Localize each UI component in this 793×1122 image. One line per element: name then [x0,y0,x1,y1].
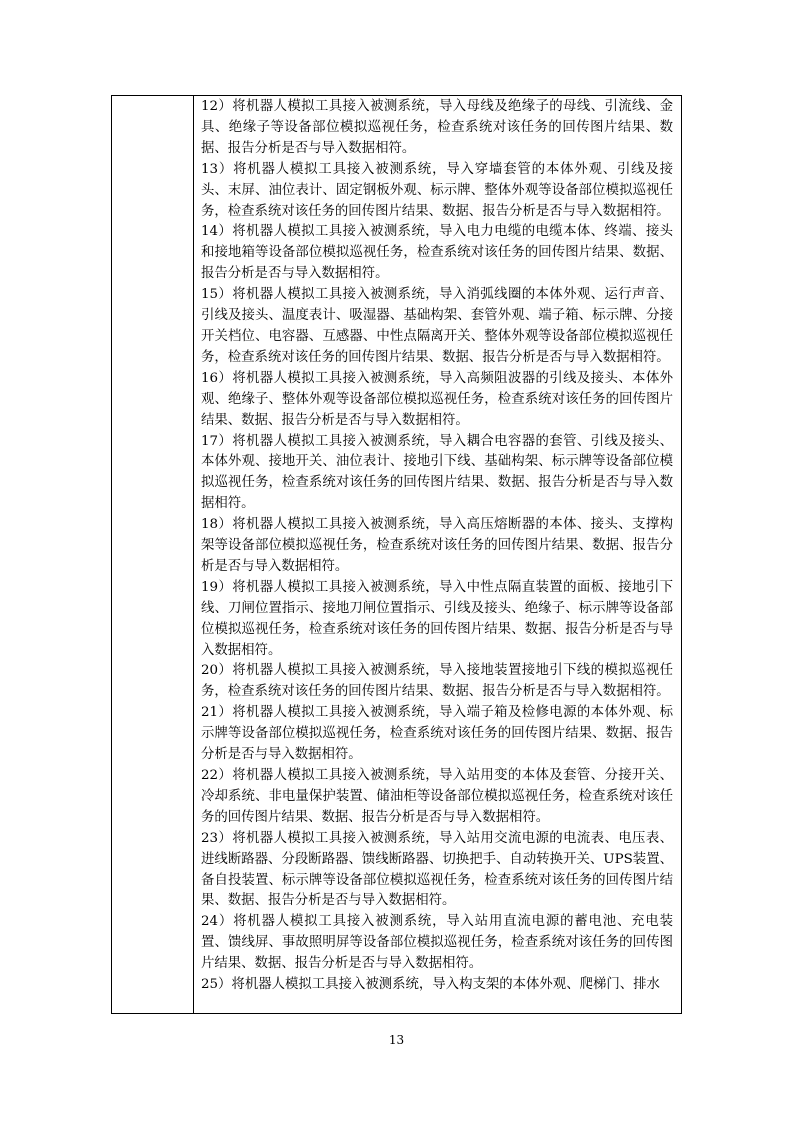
test-step-20: 20）将机器人模拟工具接入被测系统，导入接地装置接地引下线的模拟巡视任务，检查系统对该任务的回传图片结果、数据、报告分析是否与导入数据相符。 [201,663,673,700]
test-step-15: 15）将机器人模拟工具接入被测系统，导入消弧线圈的本体外观、运行声音、引线及接头、温度表计、吸湿器、基础构架、套管外观、端子箱、标示牌、分接开关档位、电容器、互感器、中性点隔离开关、整体外观等设备部位模拟巡视任务，检查系统对该任务的回传图片结果、数据、报告分析是否与导入数据相符。 [201,287,673,365]
test-step-18: 18）将机器人模拟工具接入被测系统，导入高压熔断器的本体、接头、支撑构架等设备部位模拟巡视任务，检查系统对该任务的回传图片结果、数据、报告分析是否与导入数据相符。 [201,517,673,574]
table-left-cell [112,96,194,1013]
test-step-17: 17）将机器人模拟工具接入被测系统，导入耦合电容器的套管、引线及接头、本体外观、接地开关、油位表计、接地引下线、基础构架、标示牌等设备部位模拟巡视任务，检查系统对该任务的回传图片结果、数据、报告分析是否与导入数据相符。 [201,433,673,512]
test-step-12: 12）将机器人模拟工具接入被测系统，导入母线及绝缘子的母线、引流线、金具、绝缘子等设备部位模拟巡视任务，检查系统对该任务的回传图片结果、数据、报告分析是否与导入数据相符。 [201,99,673,156]
test-step-19: 19）将机器人模拟工具接入被测系统，导入中性点隔直装置的面板、接地引下线、刀闸位置指示、接地刀闸位置指示、引线及接头、绝缘子、标示牌等设备部位模拟巡视任务，检查系统对该任务的回传图片结果、数据、报告分析是否与导入数据相符。 [201,579,673,658]
test-step-16: 16）将机器人模拟工具接入被测系统，导入高频阻波器的引线及接头、本体外观、绝缘子、整体外观等设备部位模拟巡视任务，检查系统对该任务的回传图片结果、数据、报告分析是否与导入数据相符。 [201,370,673,428]
test-step-21: 21）将机器人模拟工具接入被测系统，导入端子箱及检修电源的本体外观、标示牌等设备部位模拟巡视任务，检查系统对该任务的回传图片结果、数据、报告分析是否与导入数据相符。 [201,705,673,763]
test-step-23: 23）将机器人模拟工具接入被测系统，导入站用交流电源的电流表、电压表、进线断路器、分段断路器、馈线断路器、切换把手、自动转换开关、UPS装置、备自投装置、标示牌等设备部位模拟巡视任务，检查系统对该任务的回传图片结果、数据、报告分析是否与导入数据相符。 [201,830,673,909]
test-step-25: 25）将机器人模拟工具接入被测系统，导入构支架的本体外观、爬梯门、排水 [201,977,660,993]
test-step-24: 24）将机器人模拟工具接入被测系统，导入站用直流电源的蓄电池、充电装置、馈线屏、事故照明屏等设备部位模拟巡视任务，检查系统对该任务的回传图片结果、数据、报告分析是否与导入数据相符。 [201,914,673,972]
test-step-13: 13）将机器人模拟工具接入被测系统，导入穿墙套管的本体外观、引线及接头、末屏、油位表计、固定钢板外观、标示牌、整体外观等设备部位模拟巡视任务，检查系统对该任务的回传图片结果、数据、报告分析是否与导入数据相符。 [201,161,673,219]
page-number: 13 [388,1033,405,1047]
test-procedure-table [111,95,682,1014]
table-right-cell [194,96,681,1013]
test-step-22: 22）将机器人模拟工具接入被测系统，导入站用变的本体及套管、分接开关、冷却系统、非电量保护装置、储油柜等设备部位模拟巡视任务，检查系统对该任务的回传图片结果、数据、报告分析是否与导入数据相符。 [201,768,673,825]
test-step-14: 14）将机器人模拟工具接入被测系统，导入电力电缆的电缆本体、终端、接头和接地箱等设备部位模拟巡视任务，检查系统对该任务的回传图片结果、数据、报告分析是否与导入数据相符。 [201,224,673,282]
